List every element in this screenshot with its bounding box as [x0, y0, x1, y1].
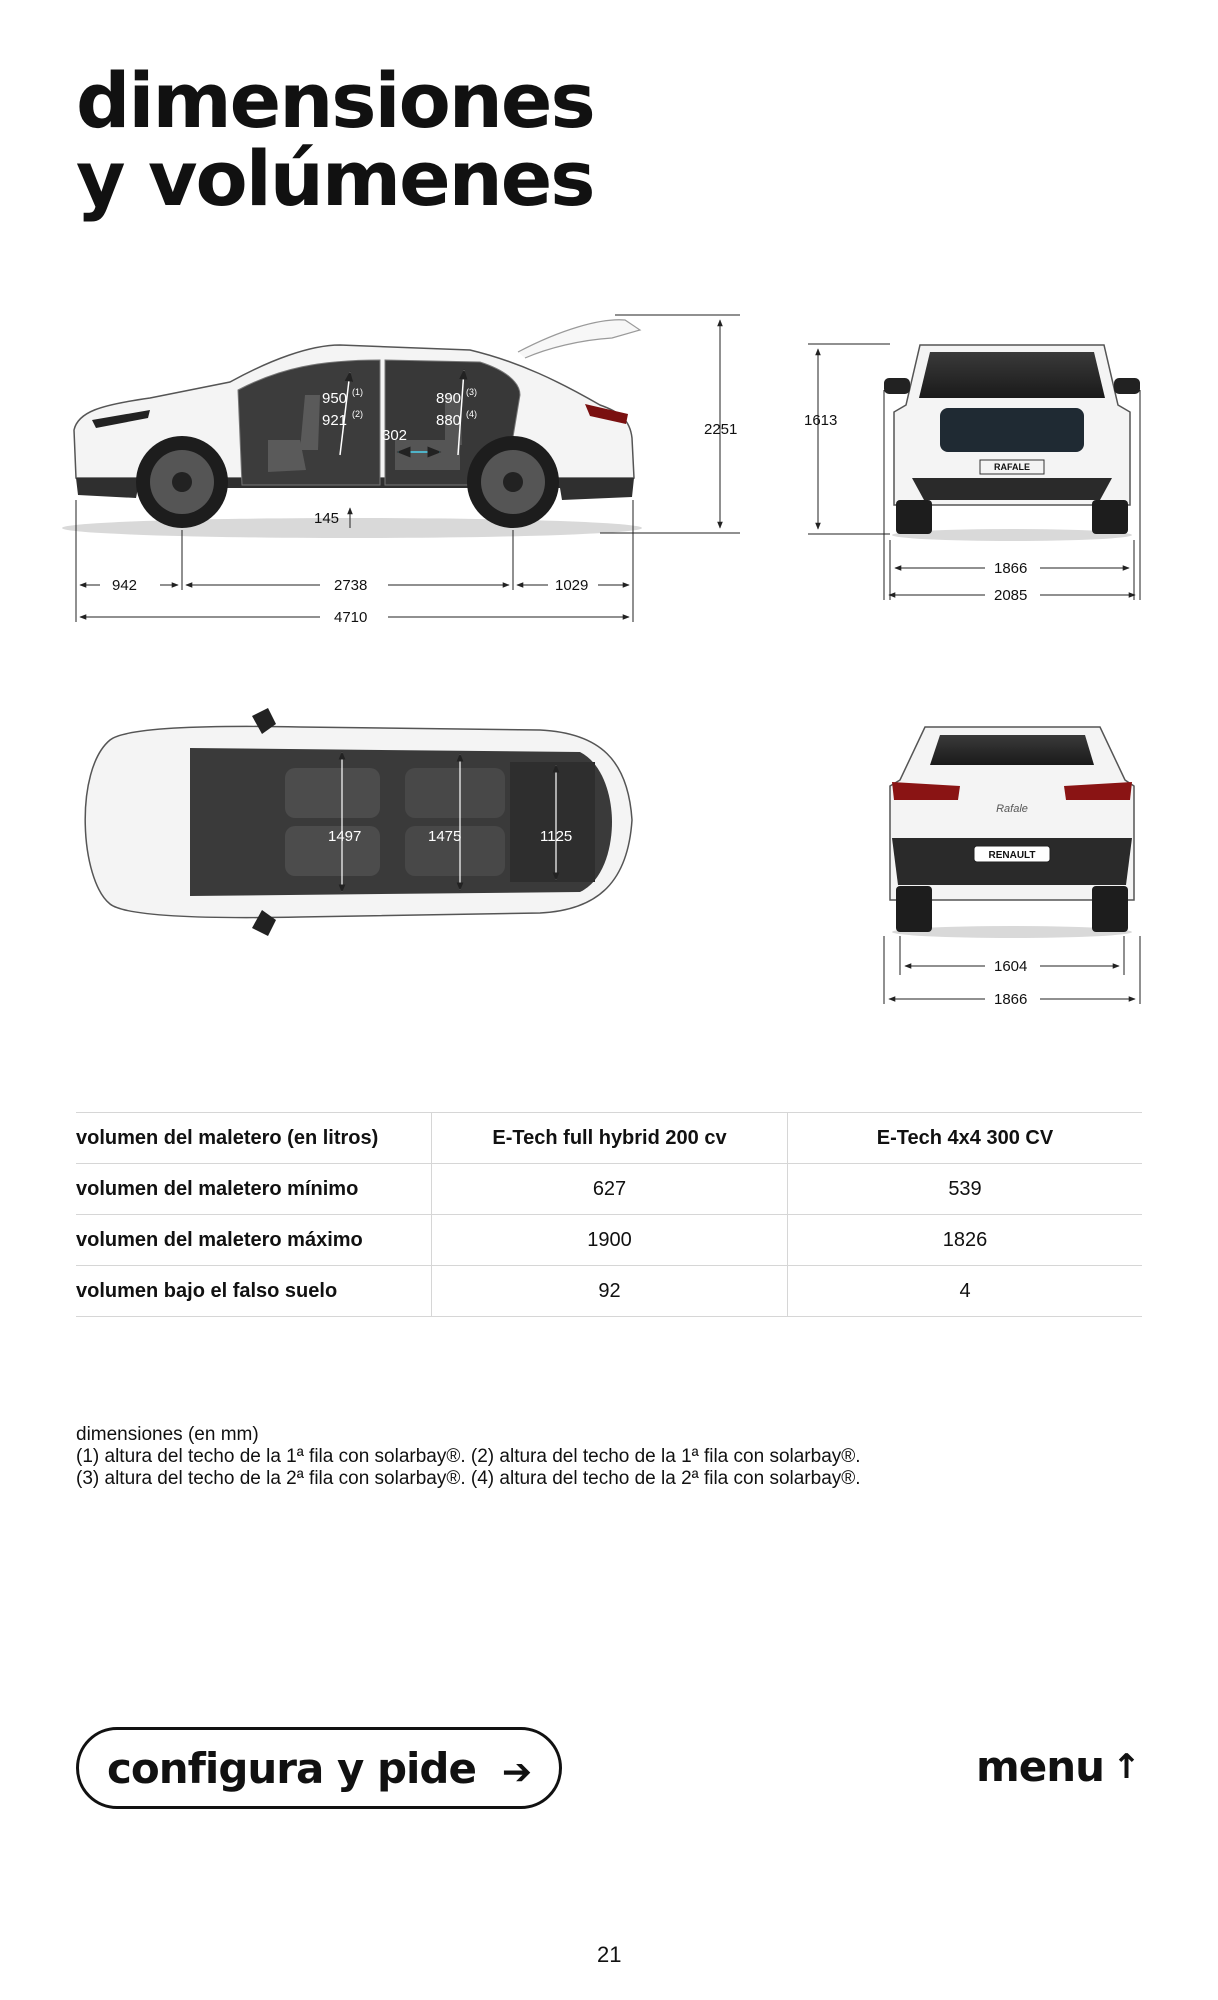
table-row: [76, 1215, 1142, 1266]
rear-badge: RENAULT: [988, 850, 1036, 861]
row-hybrid-value: 1900: [432, 1215, 788, 1266]
wheelbase-value: 2738: [334, 577, 368, 594]
legroom-value: 302: [382, 427, 408, 444]
row-label: volumen bajo el falso suelo: [76, 1266, 432, 1317]
width-rear-value: 1475: [428, 828, 462, 845]
menu-link[interactable]: [976, 1742, 1140, 1791]
menu-label: menu: [976, 1742, 1105, 1791]
height-total-value: 2251: [704, 421, 738, 438]
footnotes: [76, 1424, 861, 1490]
row-label: volumen del maletero máximo: [76, 1215, 432, 1266]
side-view-car: [62, 320, 642, 538]
table-header-label: volumen del maletero (en litros): [76, 1113, 432, 1164]
width-front-value: 1497: [328, 828, 362, 845]
table-header-hybrid: E-Tech full hybrid 200 cv: [432, 1113, 788, 1164]
arrow-right-icon: ➔: [501, 1752, 531, 1793]
front-overhang-value: 942: [112, 577, 138, 594]
front-view-car: [884, 345, 1140, 541]
configure-and-order-label: configura y pide: [107, 1743, 476, 1793]
row-4x4-value: 4: [788, 1266, 1143, 1317]
roof-rear-alt-value: 880: [436, 412, 462, 429]
top-view-car: [85, 708, 632, 936]
width-trunk-value: 1125: [540, 828, 573, 845]
page-title-line-1: dimensiones: [76, 56, 594, 145]
row-label: volumen del maletero mínimo: [76, 1164, 432, 1215]
rear-width-value: 1866: [994, 991, 1028, 1008]
length-value: 4710: [334, 609, 368, 626]
row-hybrid-value: 92: [432, 1266, 788, 1317]
arrow-up-icon: ↑: [1112, 1746, 1140, 1787]
side-rear-wheel: [467, 436, 559, 528]
table-header-row: [76, 1113, 1142, 1164]
footnote-3-4: (3) altura del techo de la 2ª fila con solarbay®. (4) altura del techo de la 2ª fila con solarbay®.: [76, 1468, 861, 1489]
roof-front-alt-sup: (2): [352, 409, 363, 419]
rear-dimension-labels: [994, 958, 1027, 1008]
table-header-4x4: E-Tech 4x4 300 CV: [788, 1113, 1143, 1164]
rear-overhang-value: 1029: [555, 577, 589, 594]
front-width-value: 1866: [994, 560, 1028, 577]
row-4x4-value: 539: [788, 1164, 1143, 1215]
row-hybrid-value: 627: [432, 1164, 788, 1215]
roof-front-alt-value: 921: [322, 412, 348, 429]
roof-rear-sup: (3): [466, 387, 477, 397]
front-badge: RAFALE: [994, 462, 1030, 472]
ground-clearance-value: 145: [314, 510, 340, 527]
rear-script-badge: Rafale: [996, 803, 1028, 815]
footnote-1-2: (1) altura del techo de la 1ª fila con solarbay®. (2) altura del techo de la 1ª fila con solarbay®.: [76, 1446, 861, 1467]
front-width-mirrors-value: 2085: [994, 587, 1028, 604]
roof-rear-alt-sup: (4): [466, 409, 477, 419]
table-row: [76, 1266, 1142, 1317]
configure-and-order-button[interactable]: [76, 1727, 562, 1809]
rear-track-value: 1604: [994, 958, 1028, 975]
roof-front-value: 950: [322, 390, 348, 407]
page-title-line-2: y volúmenes: [76, 134, 594, 223]
page-number: 21: [597, 1942, 622, 1967]
roof-front-sup: (1): [352, 387, 363, 397]
row-4x4-value: 1826: [788, 1215, 1143, 1266]
footnote-units: dimensiones (en mm): [76, 1424, 259, 1445]
rear-view-car: [890, 727, 1134, 938]
boot-volume-table: [76, 1112, 1142, 1317]
side-front-wheel: [136, 436, 228, 528]
roof-rear-value: 890: [436, 390, 462, 407]
front-height-value: 1613: [804, 412, 838, 429]
table-row: [76, 1164, 1142, 1215]
